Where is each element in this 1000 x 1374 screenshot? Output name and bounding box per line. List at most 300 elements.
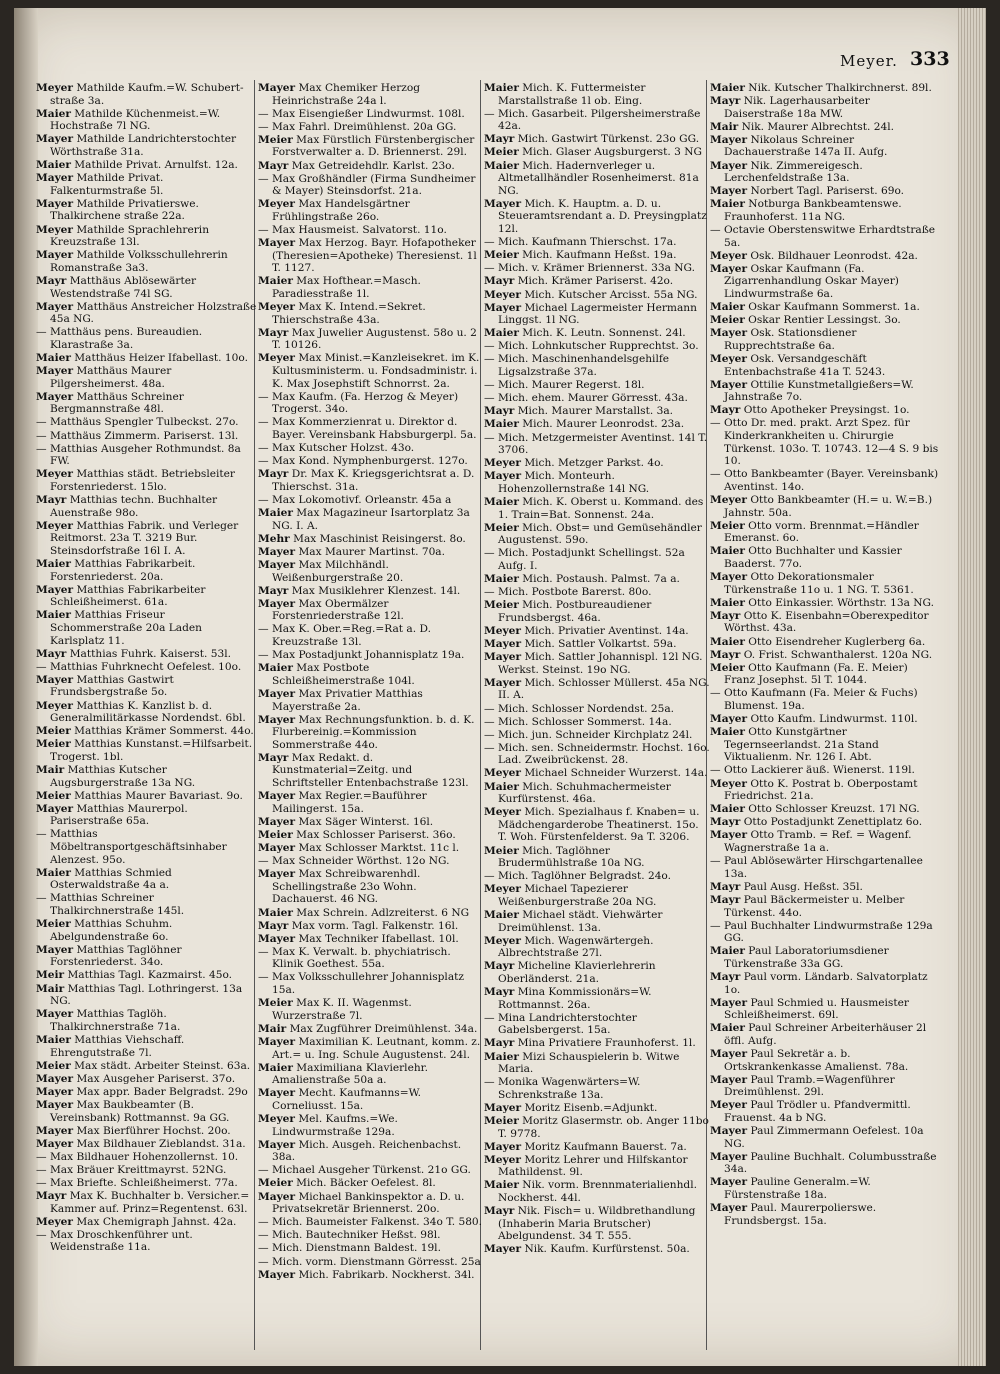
directory-entry: — Mich. jun. Schneider Kirchplatz 24l. (484, 728, 693, 741)
directory-entry: — Max Briefte. Schleißheimerst. 77a. (36, 1176, 238, 1189)
entry-surname: Maier (484, 418, 519, 431)
directory-entry: Maier Mathilde Privat. Arnulfst. 12a. (36, 159, 238, 172)
directory-entry: Mayer Max Techniker Ifabellast. 10l. (258, 932, 459, 945)
entry-surname: Mayer (258, 713, 296, 726)
entry-surname: Maier (484, 327, 519, 340)
directory-entry: Mayer Mathilde Privatierswe. Thalkirchene straße 22a. (36, 197, 199, 223)
entry-surname: Maier (484, 780, 519, 793)
directory-entry: Mayer Paul Sekretär a. b. Ortskrankenkasse Amalienst. 78a. (710, 1048, 909, 1073)
directory-entry: Mayer Mathilde Landrichterstochter Wörthstraße 31a. (36, 133, 237, 158)
entry-surname: Mayer (36, 673, 74, 686)
entry-surname: Meyer (258, 1113, 295, 1125)
entry-surname: Mayer (484, 638, 522, 651)
directory-entry: Meyer Max K. Intend.=Sekret. Thierschstraße 43a. (258, 301, 426, 326)
directory-entry: — Max Kond. Nymphenburgerst. 127o. (258, 455, 468, 468)
directory-entry: — Max Großhändler (Firma Sundheimer & Mayer) Steinsdorfst. 21a. (258, 172, 476, 198)
entry-surname: Mayer (710, 327, 748, 340)
directory-entry: Mayer Osk. Stationsdiener Rupprechtstraße 6a. (710, 327, 857, 352)
directory-entry: Maier Otto Buchhalter und Kassier Baaderst. 77o. (710, 545, 902, 570)
entry-surname: Mair (710, 120, 739, 133)
directory-entry: Mayer Matthäus Anstreicher Holzstraße 45a NG. (36, 300, 257, 326)
entry-surname: Mayer (710, 262, 748, 275)
entry-surname: Mayer (36, 943, 74, 956)
entry-surname: Meier (36, 789, 71, 802)
directory-entry: Mayer Matthäus Schreiner Bergmannstraße 48l. (36, 390, 184, 416)
entry-surname: Mayr (36, 494, 67, 506)
directory-entry: Meier Matthias Maurer Bavariast. 9o. (36, 789, 243, 802)
directory-entry: Meier Mich. Bäcker Oefelest. 8l. (258, 1177, 436, 1190)
directory-entry: Mayr Max Musiklehrer Klenzest. 14l. (258, 584, 461, 597)
directory-entry: Mayr Mina Privatiere Fraunhoferst. 1l. (484, 1037, 696, 1050)
directory-entry: Mayer Otto Kaufm. Lindwurmst. 110l. (710, 713, 918, 726)
entry-surname: Mayr (710, 880, 741, 893)
entry-surname: Maier (484, 82, 519, 94)
directory-entry: Mayer Michael Bankinspektor a. D. u. Privatsekretär Briennerst. 20o. (258, 1190, 465, 1216)
directory-entry: — Mich. Baumeister Falkenst. 34o T. 580. (258, 1216, 483, 1229)
entry-surname: Meyer (36, 699, 73, 712)
entry-surname: Maier (710, 596, 745, 609)
directory-entry: Mayer Nik. Kaufm. Kurfürstenst. 50a. (484, 1243, 690, 1256)
entry-surname: Maier (484, 496, 519, 508)
directory-entry: — Mich. Maschinenhandelsgehilfe Ligsalzstraße 37a. (484, 353, 670, 379)
entry-surname: Maier (36, 609, 71, 622)
entry-surname: Meyer (484, 934, 521, 947)
directory-entry: Mayr Micheline Klavierlehrerin Oberländerst. 21a. (484, 960, 656, 985)
directory-entry: Mayer Mich. Fabrikarb. Nockherst. 34l. (258, 1268, 475, 1281)
directory-entry: Mayr Max vorm. Tagl. Falkenstr. 16l. (258, 919, 459, 932)
directory-entry: Mayer Matthias Taglöhner Forstenriederst. 34o. (36, 943, 182, 969)
directory-column-3 (484, 82, 710, 1352)
entry-surname: Mayer (258, 868, 296, 881)
directory-entry: Maier Nik. vorm. Brennmaterialienhdl. Nockherst. 44l. (484, 1179, 697, 1205)
directory-entry: — Mich. Metzgermeister Aventinst. 14l T. 3706. (484, 431, 708, 457)
entry-surname: Mayer (710, 571, 748, 584)
directory-entry: Mair Max Zugführer Dreimühlenst. 34a. (258, 1022, 478, 1035)
directory-entry: Meyer Moritz Lehrer und Hilfskantor Mathildenst. 9l. (484, 1153, 688, 1179)
entry-surname: Mayer (484, 301, 522, 314)
entry-surname: Mair (258, 1022, 287, 1035)
directory-entry: Maier Mathilde Küchenmeist.=W. Hochstraße 7l NG. (36, 107, 221, 133)
entry-surname: Mayer (258, 237, 296, 250)
entry-surname: Meyer (484, 624, 521, 637)
directory-entry: Mayr Mich. Maurer Marstallst. 3a. (484, 405, 674, 418)
entry-surname: Mayr (710, 893, 741, 906)
directory-entry: — Mich. Schlosser Nordendst. 25a. (484, 702, 674, 715)
directory-entry: Meier Matthias Schuhm. Abelgundenstraße 6o. (36, 918, 173, 943)
directory-entry: Meyer Otto K. Postrat b. Oberpostamt Friedrichst. 21a. (710, 777, 918, 803)
directory-entry: — Mich. Bautechniker Heßst. 98l. (258, 1229, 441, 1242)
directory-entry: Mayr Max K. Buchhalter b. Versicher.= Kammer auf. Prinz=Regentenst. 63l. (36, 1190, 250, 1215)
entry-surname: Meyer (36, 519, 73, 532)
directory-entry: Meier Oskar Rentier Lessingst. 3o. (710, 314, 901, 327)
entry-surname: Mayer (258, 1190, 296, 1203)
entry-surname: Maier (710, 803, 745, 816)
entry-surname: Meir (36, 969, 65, 982)
entry-surname: Meier (258, 997, 293, 1010)
entry-surname: Mayr (258, 584, 289, 597)
directory-entry: Maier Maximiliana Klavierlehr. Amalienstraße 50a a. (258, 1061, 428, 1087)
directory-entry: Maier Matthias Friseur Schommerstraße 20a Laden Karlsplatz 11. (36, 609, 202, 647)
directory-entry: Mayer Max Schreibwarenhdl. Schellingstraße 23o Wohn. Dachauerst. 46 NG. (258, 868, 421, 906)
entry-surname: Meier (484, 146, 519, 159)
entry-surname: Maier (258, 507, 293, 520)
entry-surname: Meyer (36, 82, 73, 94)
directory-entry: Mayer Matthias Taglöh. Thalkirchnerstraße 71a. (36, 1008, 181, 1033)
directory-entry: Mayr Nik. Fisch= u. Wildbrethandlung (Inhaberin Maria Brutscher) Abelgundenst. 34 T. 555. (484, 1205, 696, 1243)
entry-surname: Maier (484, 159, 519, 172)
directory-entry: Maier Mich. Hadernverleger u. Altmetallhändler Rosenheimerst. 81a NG. (484, 159, 699, 197)
entry-surname: Maier (710, 1022, 745, 1035)
directory-entry: Mayr Paul vorm. Ländarb. Salvatorplatz 1o. (710, 970, 928, 996)
directory-entry: — Mich. Schlosser Sommerst. 14a. (484, 715, 672, 728)
directory-entry: — Matthias Ausgeher Rothmundst. 8a FW. (36, 442, 241, 468)
entry-surname: Meier (484, 249, 519, 262)
directory-entry: Maier Otto Einkassier. Wörthstr. 13a NG. (710, 596, 934, 609)
directory-entry: Meyer Otto Bankbeamter (H.= u. W.=B.) Jahnstr. 50a. (710, 494, 933, 519)
directory-entry: — Mich. Gasarbeit. Pilgersheimerstraße 42a. (484, 107, 701, 133)
directory-entry: — Mich. Dienstmann Baldest. 19l. (258, 1242, 441, 1255)
directory-entry: Maier Notburga Bankbeamtenswe. Fraunhoferst. 11a NG. (710, 198, 902, 223)
directory-entry: Meier Max städt. Arbeiter Steinst. 63a. (36, 1059, 251, 1072)
directory-entry: — Max Postadjunkt Johannisplatz 19a. (258, 649, 465, 662)
directory-entry: Maier Mich. Maurer Leonrodst. 23a. (484, 418, 685, 431)
directory-entry: Maier Mizi Schauspielerin b. Witwe Maria. (484, 1050, 680, 1076)
directory-entry: Mayer Matthias Fabrikarbeiter Schleißheimerst. 61a. (36, 583, 206, 609)
entry-surname: Maier (36, 159, 71, 172)
entry-surname: Meier (258, 828, 293, 841)
directory-entry: Maier Matthias Fabrikarbeit. Forstenriederst. 20a. (36, 557, 196, 583)
directory-entry: Meier Mich. Taglöhner Brudermühlstraße 10a NG. (484, 844, 645, 870)
entry-surname: Mayer (258, 1087, 296, 1100)
directory-entry: Mayer Norbert Tagl. Pariserst. 69o. (710, 185, 905, 198)
entry-surname: Mayr (258, 919, 289, 932)
directory-entry: Maier Nik. Kutscher Thalkirchnerst. 89l. (710, 82, 932, 94)
entry-surname: Mayr (710, 404, 741, 417)
directory-entry: Meier Max K. II. Wagenmst. Wurzerstraße 7l. (258, 997, 412, 1022)
directory-entry: Mayer Matthäus Maurer Pilgersheimerst. 48a. (36, 365, 172, 390)
entry-surname: Maier (710, 945, 745, 958)
entry-surname: Mayer (710, 713, 748, 726)
directory-entry: Mayr Nik. Lagerhausarbeiter Daiserstraße 18a MW. (710, 95, 870, 120)
entry-surname: Maier (710, 545, 745, 558)
entry-surname: Mayer (258, 597, 296, 610)
directory-entry: — Max Kommerzienrat u. Direktor d. Bayer. Vereinsbank Habsburgerpl. 5a. (258, 416, 477, 442)
entry-surname: Mayer (710, 1176, 748, 1189)
directory-entry: — Matthias Möbeltransportgeschäftsinhaber Alenzest. 95o. (36, 828, 227, 866)
directory-entry: Meyer Max Minist.=Kanzleisekret. im K. Kultusministerm. u. Fondsadministr. i. K. Max Josephstift Schnorrst. 2a. (258, 352, 480, 390)
entry-surname: Meyer (710, 1099, 747, 1112)
directory-entry: — Octavie Oberstenswitwe Erhardtstraße 5a. (710, 224, 936, 249)
entry-surname: Mayer (36, 583, 74, 596)
entry-surname: Mair (36, 763, 65, 776)
directory-entry: Mayer Mich. Ausgeh. Reichenbachst. 38a. (258, 1138, 462, 1164)
entry-surname: Mayr (484, 405, 515, 418)
directory-entry: Mayer Michael Lagermeister Hermann Linggst. 1l NG. (484, 301, 697, 327)
directory-entry: Mayer Mich. Schlosser Müllerst. 45a NG. II. A. (484, 676, 710, 702)
directory-entry: Meyer Paul Trödler u. Pfandvermittl. Frauenst. 4a b NG. (710, 1099, 911, 1124)
directory-entry: Mayr Max Redakt. d. Kunstmaterial=Zeitg. und Schriftsteller Entenbachstraße 123l. (258, 751, 469, 790)
directory-entry: — Max Eisengießer Lindwurmst. 108l. (258, 107, 465, 120)
directory-entry: Maier Otto Eisendreher Kuglerberg 6a. (710, 635, 926, 648)
directory-entry: Mayer Oskar Kaufmann (Fa. Zigarrenhandlung Oskar Mayer) Lindwurmstraße 6a. (710, 262, 899, 300)
directory-entry: Mayer Max Rechnungsfunktion. b. d. K. Flurbereinig.=Kommission Sommerstraße 44o. (258, 713, 475, 751)
directory-entry: Mayer Mich. Monteurh. Hohenzollernstraße 14l NG. (484, 470, 650, 495)
directory-entry: Mayr Otto K. Eisenbahn=Oberexpeditor Wörthst. 43a. (710, 609, 929, 635)
directory-entry: — Matthäus Spengler Tulbeckst. 27o. (36, 416, 239, 429)
entry-surname: Mayr (258, 751, 289, 764)
directory-entry: — Mich. Maurer Regerst. 18l. (484, 379, 645, 392)
directory-entry: — Max Bildhauer Hohenzollernst. 10. (36, 1150, 239, 1163)
directory-entry: Mehr Max Maschinist Reisingerst. 8o. (258, 532, 466, 545)
directory-entry: Maier Oskar Kaufmann Sommerst. 1a. (710, 301, 920, 314)
directory-entry: Maier Matthäus Heizer Ifabellast. 10o. (36, 351, 248, 364)
directory-entry: Meyer Osk. Bildhauer Leonrodst. 42a. (710, 249, 918, 262)
directory-entry: Mayer Mathilde Privat. Falkenturmstraße 5l. (36, 172, 164, 197)
entry-surname: Maier (710, 635, 745, 648)
entry-surname: Mayer (484, 470, 522, 483)
page-number: 333 (910, 48, 950, 70)
directory-entry: Maier Otto Kunstgärtner Tegernseerlandst. 21a Stand Viktualienm. Nr. 126 I. Abt. (710, 726, 879, 764)
directory-entry: Meyer Matthias Fabrik. und Verleger Reitmorst. 23a T. 3219 Bur. Steinsdorfstraße 16l I. A. (36, 519, 239, 557)
entry-surname: Meyer (258, 352, 295, 365)
entry-surname: Meier (258, 1177, 293, 1190)
directory-entry: Meier Otto vorm. Brennmat.=Händler Emeranst. 6o. (710, 519, 919, 545)
directory-entry: Mayer Max Obermälzer Forstenriederstraße 12l. (258, 597, 404, 623)
directory-entry: Meyer Mich. Kutscher Arcisst. 55a NG. (484, 288, 698, 301)
directory-entry: Mayr Dr. Max K. Kriegsgerichtsrat a. D. Thierschst. 31a. (258, 468, 475, 493)
directory-entry: — Mich. Postadjunkt Schellingst. 52a Aufg. I. (484, 547, 685, 572)
directory-entry: Maier Otto Schlosser Kreuzst. 17l NG. (710, 803, 920, 816)
running-head: Meyer. (840, 52, 898, 70)
entry-surname: Mayer (484, 197, 522, 210)
directory-entry: — Otto Lackierer äuß. Wienerst. 119l. (710, 764, 915, 777)
directory-column-4 (710, 82, 940, 1352)
entry-surname: Mehr (258, 532, 290, 545)
entry-surname: Mayer (258, 1138, 296, 1151)
entry-surname: Mayer (258, 1268, 296, 1281)
page-header (674, 48, 954, 74)
directory-entry: Mayr O. Frist. Schwanthalerst. 120a NG. (710, 648, 933, 661)
directory-entry: — Mich. ehem. Maurer Görresst. 43a. (484, 392, 688, 405)
entry-surname: Meyer (710, 777, 747, 790)
directory-entry: Mayer Paul Schmied u. Hausmeister Schleißheimerst. 69l. (710, 996, 909, 1022)
entry-surname: Maier (258, 275, 293, 288)
entry-surname: Mayr (258, 326, 289, 339)
entry-surname: Meyer (484, 806, 521, 819)
directory-entry: Meyer Mich. Metzger Parkst. 4o. (484, 457, 664, 470)
directory-entry: Mayer Pauline Buchhalt. Columbusstraße 34a. (710, 1150, 937, 1176)
directory-entry: Mayer Max Chemiker Herzog Heinrichstraße 24a l. (258, 82, 421, 107)
directory-entry: Meyer Michael Tapezierer Weißenburgerstraße 20a NG. (484, 883, 657, 908)
directory-entry: — Max Kaufm. (Fa. Herzog & Meyer) Trogerst. 34o. (258, 390, 459, 416)
directory-entry: Mayer Max Milchhändl. Weißenburgerstraße 20. (258, 558, 404, 584)
directory-entry: — Max Droschkenführer unt. Weidenstraße 11a. (36, 1228, 193, 1254)
directory-entry: Meier Max Schlosser Pariserst. 36o. (258, 828, 456, 841)
entry-surname: Mayr (710, 816, 741, 829)
directory-entry: Mayer Mich. K. Hauptm. a. D. u. Steueramtsrendant a. D. Preysingplatz 12l. (484, 197, 707, 236)
entry-surname: Mayer (484, 1243, 522, 1256)
directory-entry: Mayr Mich. Krämer Pariserst. 42o. (484, 275, 674, 288)
entry-surname: Mayer (258, 558, 296, 571)
entry-surname: Meier (36, 738, 71, 751)
directory-entry: Mayer Max Bierführer Hochst. 20o. (36, 1124, 231, 1137)
directory-entry: Meyer Mich. Privatier Aventinst. 14a. (484, 624, 689, 637)
directory-entry: Mayer Maximilian K. Leutnant, komm. z. Art.= u. Ing. Schule Augustenst. 24l. (258, 1035, 481, 1061)
entry-surname: Mayer (484, 1140, 522, 1153)
directory-entry: — Max Schneider Wörthst. 12o NG. (258, 855, 450, 868)
page-edge (958, 8, 986, 1366)
directory-entry: — Paul Buchhalter Lindwurmstraße 129a GG. (710, 919, 933, 945)
directory-entry: Meyer Max Handelsgärtner Frühlingstraße 26o. (258, 198, 410, 223)
directory-entry: Meyer Osk. Versandgeschäft Entenbachstraße 41a T. 5243. (710, 352, 886, 378)
directory-entry: Mayer Otto Dekorationsmaler Türkenstraße 11o u. 1 NG. T. 5361. (710, 571, 914, 596)
entry-surname: Meier (710, 661, 745, 674)
entry-surname: Maier (36, 107, 71, 120)
directory-entry: Meyer Mathilde Kaufm.=W. Schubert-straße 3a. (36, 82, 244, 107)
directory-entry: Mayer Matthias Gastwirt Frundsbergstraße 5o. (36, 673, 174, 699)
directory-entry: Meyer Mathilde Sprachlehrerin Kreuzstraße 13l. (36, 223, 210, 249)
entry-surname: Mayer (710, 996, 748, 1009)
directory-entry: Mayer Ottilie Kunstmetallgießers=W. Jahnstraße 7o. (710, 378, 914, 404)
entry-surname: Meier (484, 521, 519, 534)
directory-entry: Maier Paul Laboratoriumsdiener Türkenstraße 33a GG. (710, 945, 889, 970)
entry-surname: Mayer (36, 172, 74, 185)
directory-entry: Meier Matthias Kunstanst.=Hilfsarbeit. Trogerst. 1bl. (36, 738, 253, 763)
entry-surname: Mayer (484, 1101, 522, 1114)
entry-surname: Meier (36, 725, 71, 738)
directory-entry: Mayer Matthias Maurerpol. Pariserstraße 65a. (36, 802, 188, 828)
directory-entry: Mayr Matthäus Ablösewärter Westendstraße 74l SG. (36, 274, 197, 300)
directory-entry: Maier Matthias Schmied Osterwaldstraße 4a a. (36, 866, 172, 892)
entry-surname: Meier (484, 1115, 519, 1127)
entry-surname: Mayer (36, 133, 74, 146)
directory-entry: Mayr Max Juwelier Augustenst. 58o u. 2 T. 10126. (258, 326, 477, 352)
entry-surname: Meyer (484, 1153, 521, 1166)
directory-entry: Mayer Max Ausgeher Pariserst. 37o. (36, 1072, 236, 1085)
entry-surname: Mayer (710, 829, 748, 842)
entry-surname: Mayr (484, 1037, 515, 1050)
entry-surname: Maier (36, 351, 71, 364)
directory-entry: Mayr Mich. Gastwirt Türkenst. 23o GG. (484, 133, 700, 146)
entry-surname: Meier (258, 133, 293, 146)
directory-entry: — Max Kutscher Holzst. 43o. (258, 442, 415, 455)
entry-surname: Mayer (258, 842, 296, 855)
directory-entry: Meyer Matthias K. Kanzlist b. d. Generalmilitärkasse Nordendst. 6bl. (36, 699, 246, 725)
directory-entry: Mayer Nikolaus Schreiner Dachauerstraße 147a II. Aufg. (710, 133, 888, 159)
entry-surname: Mayr (484, 275, 515, 288)
directory-entry: — Max Fahrl. Dreimühlenst. 20a GG. (258, 120, 457, 133)
directory-entry: Mayer Mecht. Kaufmanns=W. Corneliusst. 15a. (258, 1087, 422, 1112)
directory-entry: Meyer Mel. Kaufms.=We. Lindwurmstraße 129a. (258, 1113, 398, 1138)
directory-entry: Mayer Max Schlosser Marktst. 11c l. (258, 842, 460, 855)
directory-entry: Mayer Pauline Generalm.=W. Fürstenstraße 18a. (710, 1176, 871, 1202)
entry-surname: Mayer (258, 932, 296, 945)
entry-surname: Maier (484, 1179, 519, 1192)
directory-entry: — Mich. sen. Schneidermstr. Hochst. 16o. Lad. Zweibrückenst. 28. (484, 741, 710, 767)
directory-entry: Mayer Moritz Eisenb.=Adjunkt. (484, 1101, 658, 1114)
directory-entry: Maier Mich. K. Futtermeister Marstallstraße 1l ob. Eing. (484, 82, 646, 107)
directory-entry: Maier Max Postbote Schleißheimerstraße 104l. (258, 662, 415, 687)
entry-surname: Mayer (36, 197, 74, 210)
entry-surname: Mayer (710, 1073, 748, 1086)
directory-entry: — Paul Ablösewärter Hirschgartenallee 13a. (710, 855, 923, 880)
entry-surname: Mayer (258, 1035, 296, 1048)
entry-surname: Maier (258, 906, 293, 919)
directory-entry: — Otto Bankbeamter (Bayer. Vereinsbank) Aventinst. 14o. (710, 468, 939, 493)
directory-entry: — Max Lokomotivf. Orleanstr. 45a a (258, 494, 452, 506)
entry-surname: Mayr (484, 960, 515, 973)
directory-entry: Mayer Mathilde Volksschullehrerin Romanstraße 3a3. (36, 249, 228, 274)
entry-surname: Mayr (484, 133, 515, 146)
entry-surname: Meyer (36, 468, 73, 481)
directory-entry: Mayer Max appr. Bader Belgradst. 29o (36, 1085, 248, 1098)
directory-entry: — Mina Landrichterstochter Gabelsbergerst. 15a. (484, 1011, 637, 1037)
directory-entry: Mayer Moritz Kaufmann Bauerst. 7a. (484, 1140, 687, 1153)
entry-surname: Meyer (484, 767, 521, 780)
directory-entry: — Matthias Fuhrknecht Oefelest. 10o. (36, 660, 242, 673)
directory-entry: Mayer Paul Zimmermann Oefelest. 10a NG. (710, 1125, 924, 1150)
entry-surname: Mayer (36, 1098, 74, 1111)
entry-surname: Meier (36, 918, 71, 931)
entry-surname: Mayer (36, 390, 74, 403)
entry-surname: Mayer (36, 365, 74, 378)
directory-entry: Maier Max Hofthear.=Masch. Paradiesstraße 1l. (258, 275, 421, 300)
directory-entry: Mayer Max Herzog. Bayr. Hofapotheker (Theresien=Apotheke) Theresienst. 1l T. 1127. (258, 237, 477, 275)
entry-surname: Meier (710, 314, 745, 327)
directory-entry: Mayer Otto Tramb. = Ref. = Wagenf. Wagnerstraße 1a a. (710, 829, 912, 855)
directory-entry: Mayer Nik. Zimmereigesch. Lerchenfeldstraße 13a. (710, 159, 863, 185)
entry-surname: Mayer (710, 159, 748, 172)
directory-entry: Meyer Max Chemigraph Jahnst. 42a. (36, 1215, 237, 1228)
directory-entry: Mayr Otto Apotheker Preysingst. 1o. (710, 404, 910, 417)
directory-entry: Meier Max Fürstlich Fürstenbergischer Forstverwalter a. D. Briennerst. 29l. (258, 133, 475, 159)
directory-entry: — Mich. Kaufmann Thierschst. 17a. (484, 236, 677, 249)
entry-surname: Mayr (710, 648, 741, 661)
directory-entry: Mayr Mina Kommissionärs=W. Rottmannst. 26a. (484, 986, 652, 1011)
entry-surname: Mayr (484, 1205, 515, 1218)
directory-entry: — Michael Ausgeher Türkenst. 21o GG. (258, 1164, 471, 1177)
entry-surname: Mayer (710, 1150, 748, 1163)
entry-surname: Mayr (710, 970, 741, 983)
directory-entry: Meier Moritz Glasermstr. ob. Anger 11bo T. 9778. (484, 1115, 709, 1140)
directory-entry: — Mich. vorm. Dienstmann Görresst. 25a (258, 1255, 481, 1268)
entry-surname: Mayer (36, 1124, 74, 1137)
entry-surname: Mair (36, 982, 65, 995)
entry-surname: Mayer (484, 651, 522, 664)
entry-surname: Meyer (36, 223, 73, 236)
directory-entry: Mayr Paul Ausg. Heßst. 35l. (710, 880, 863, 893)
entry-surname: Mayer (36, 1072, 74, 1085)
entry-surname: Maier (710, 82, 745, 94)
directory-entry: Maier Paul Schreiner Arbeiterhäuser 2l öffl. Aufg. (710, 1022, 927, 1047)
directory-column-1 (36, 82, 258, 1352)
directory-entry: Mayr Matthias techn. Buchhalter Auenstraße 98o. (36, 494, 218, 519)
entry-surname: Mayer (36, 802, 74, 815)
entry-surname: Meyer (710, 352, 747, 365)
entry-surname: Maier (36, 1033, 71, 1046)
directory-entry: Mayer Max Privatier Matthias Mayerstraße 2a. (258, 687, 423, 713)
entry-surname: Mayer (36, 1085, 74, 1098)
directory-entry: — Otto Dr. med. prakt. Arzt Spez. für Kinderkrankheiten u. Chirurgie Türkenst. 103o. T. 10743. 12—4 S. 9 bis 10. (710, 417, 939, 468)
entry-surname: Mayer (710, 1202, 748, 1215)
directory-entry: Mayer Paul. Maurerpolierswe. Frundsbergst. 15a. (710, 1202, 877, 1227)
entry-surname: Mayr (258, 159, 289, 172)
directory-entry: Mayer Mich. Sattler Johannispl. 12l NG. Werkst. Steinst. 19o NG. (484, 651, 703, 676)
directory-entry: Mayr Max Getreidehdlr. Karlst. 23o. (258, 159, 455, 172)
directory-entry: Meier Otto Kaufmann (Fa. E. Meier) Franz Josephst. 5l T. 1044. (710, 661, 908, 687)
directory-entry: Maier Max Magazineur Isartorplatz 3a NG. I. A. (258, 507, 470, 532)
directory-entry: — Monika Wagenwärters=W. Schrenkstraße 13a. (484, 1076, 641, 1101)
